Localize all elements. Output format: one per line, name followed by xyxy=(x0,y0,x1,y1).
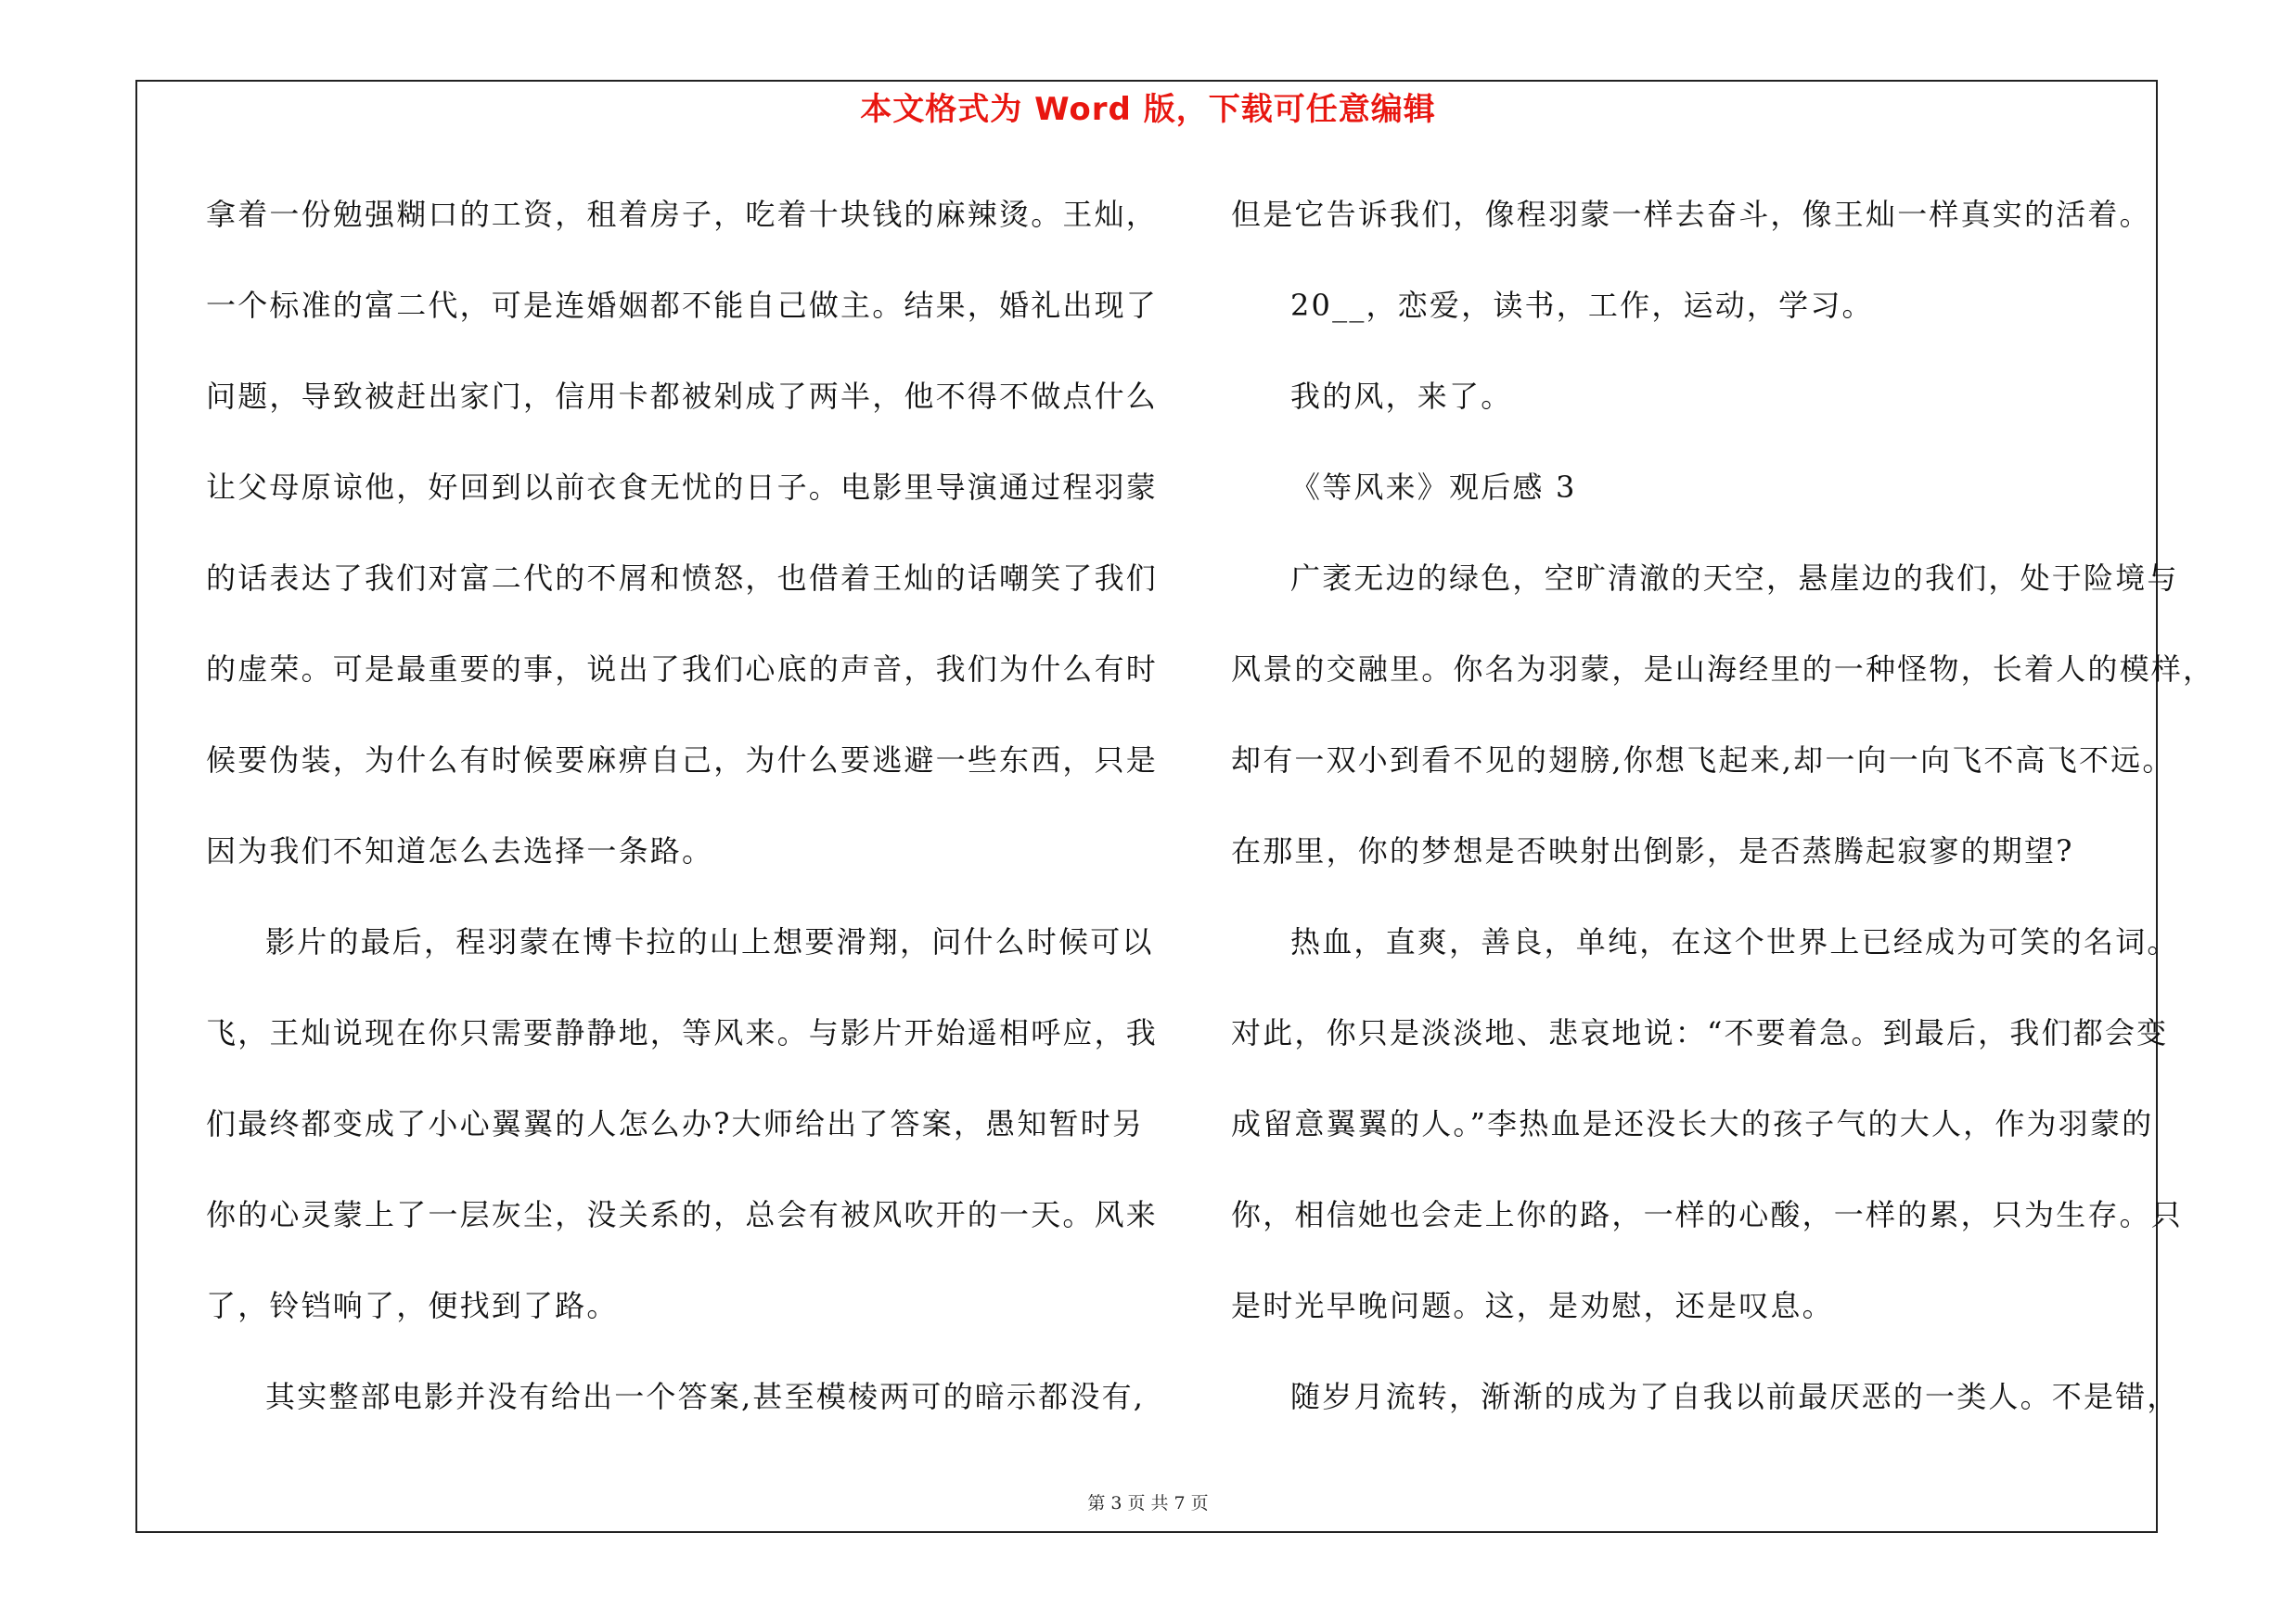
text-line: 《等风来》观后感 3 xyxy=(1290,470,1577,505)
page-number-footer: 第 3 页 共 7 页 xyxy=(1087,1493,1209,1514)
text-line: 了，铃铛响了，便找到了路。 xyxy=(206,1288,619,1323)
text-line: 广袤无边的绿色，空旷清澈的天空，悬崖边的我们，处于险境与 xyxy=(1290,560,2179,596)
text-line: 让父母原谅他，好回到以前衣食无忧的日子。电影里导演通过程羽蒙 xyxy=(206,470,1159,505)
text-line: 其实整部电影并没有给出一个答案,甚至模棱两可的暗示都没有, xyxy=(265,1379,1146,1414)
text-line: 你，相信她也会走上你的路，一样的心酸，一样的累，只为生存。只 xyxy=(1231,1197,2184,1232)
text-line: 对此，你只是淡淡地、悲哀地说：“不要着急。到最后，我们都会变 xyxy=(1231,1015,2169,1050)
text-line: 问题，导致被赶出家门，信用卡都被剁成了两半，他不得不做点什么 xyxy=(206,379,1159,414)
text-line: 的话表达了我们对富二代的不屑和愤怒，也借着王灿的话嘲笑了我们 xyxy=(206,560,1159,596)
text-line: 但是它告诉我们，像程羽蒙一样去奋斗，像王灿一样真实的活着。 xyxy=(1231,197,2151,232)
text-line: 随岁月流转，渐渐的成为了自我以前最厌恶的一类人。不是错， xyxy=(1290,1379,2179,1414)
text-line: 在那里，你的梦想是否映射出倒影，是否蒸腾起寂寥的期望? xyxy=(1231,833,2074,869)
text-line: 影片的最后，程羽蒙在博卡拉的山上想要滑翔，问什么时候可以 xyxy=(265,924,1154,960)
text-line: 我的风，来了。 xyxy=(1290,379,1513,414)
text-line: 的虚荣。可是最重要的事，说出了我们心底的声音，我们为什么有时 xyxy=(206,651,1159,687)
text-line: 风景的交融里。你名为羽蒙，是山海经里的一种怪物，长着人的模样， xyxy=(1231,651,2215,687)
left-text-column xyxy=(206,182,1159,1455)
text-line: 你的心灵蒙上了一层灰尘，没关系的，总会有被风吹开的一天。风来 xyxy=(206,1197,1159,1232)
text-line: 飞，王灿说现在你只需要静静地，等风来。与影片开始遥相呼应，我 xyxy=(206,1015,1159,1050)
text-line: 候要伪装，为什么有时候要麻痹自己，为什么要逃避一些东西，只是 xyxy=(206,742,1159,778)
text-line: 因为我们不知道怎么去选择一条路。 xyxy=(206,833,714,869)
text-line: 热血，直爽，善良，单纯，在这个世界上已经成为可笑的名词。 xyxy=(1290,924,2179,960)
text-line: 成留意翼翼的人。”李热血是还没长大的孩子气的大人，作为羽蒙的 xyxy=(1231,1106,2154,1141)
text-line: 一个标准的富二代，可是连婚姻都不能自己做主。结果，婚礼出现了 xyxy=(206,288,1159,323)
format-banner: 本文格式为 Word 版，下载可任意编辑 xyxy=(860,91,1436,128)
right-text-column xyxy=(1231,182,2215,1455)
text-line: 拿着一份勉强糊口的工资，租着房子，吃着十块钱的麻辣烫。王灿， xyxy=(206,197,1159,232)
text-line: 却有一双小到看不见的翅膀,你想飞起来,却一向一向飞不高飞不远。 xyxy=(1231,742,2174,778)
text-line: 是时光早晚问题。这，是劝慰，还是叹息。 xyxy=(1231,1288,1834,1323)
text-line: 20__，恋爱，读书，工作，运动，学习。 xyxy=(1290,288,1874,323)
text-line: 们最终都变成了小心翼翼的人怎么办?大师给出了答案，愚知暂时另 xyxy=(206,1106,1145,1141)
